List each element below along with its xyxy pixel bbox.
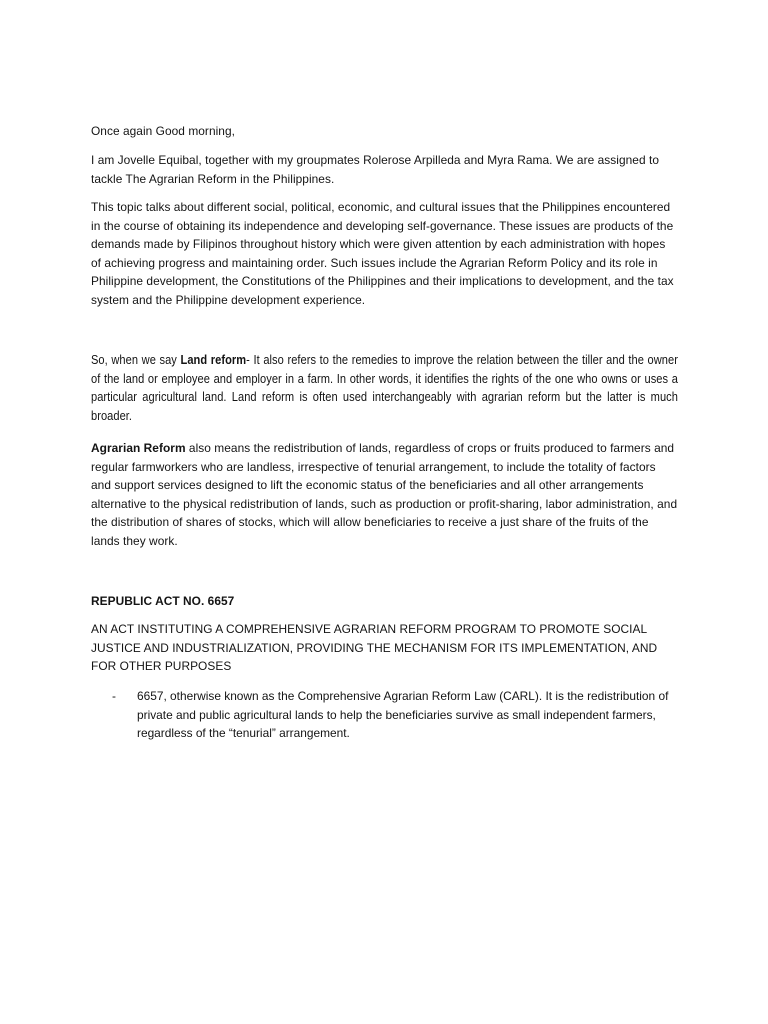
topic-paragraph: This topic talks about different social, political, economic, and cultural issues that the Philippines encountered in the course of obtaining its independence and developing self-governance. These issues are products of the demands made by Filipinos throughout history which were given attention by each administration with hopes of achieving progress and maintaining order. Such issues include the Agrarian Reform Policy and its role in Philippine development, the Constitutions of the Philippines and their implications to development, and the tax system and the Philippine development experience.: [91, 200, 674, 307]
greeting-paragraph: Once again Good morning,: [91, 124, 235, 138]
land-reform-lead: So, when we say: [91, 353, 181, 367]
bullet-marker: -: [112, 689, 116, 703]
land-reform-paragraph: [91, 351, 678, 425]
agrarian-reform-term: Agrarian Reform: [91, 441, 186, 455]
act-heading: REPUBLIC ACT NO. 6657: [91, 594, 235, 608]
land-reform-body: - It also refers to the remedies to improve the relation between the tiller and the owner of the land or employee and employer in a farm. In other words, it identifies the rights of the one who owns or uses a particular agricultural land. Land reform is often used interchangeably with agrarian reform but the latter is much broader.: [91, 353, 678, 423]
agrarian-reform-body: also means the redistribution of lands, regardless of crops or fruits produced to farmers and regular farmworkers who are landless, irrespective of tenurial arrangement, to include the totality of factors and support services designed to lift the economic status of the beneficiaries and all other arrangements alternative to the physical redistribution of lands, such as production or profit-sharing, labor administration, and the distribution of shares of stocks, which will allow beneficiaries to receive a just share of the fruits of the lands they work.: [91, 441, 678, 548]
bullet-text: 6657, otherwise known as the Comprehensive Agrarian Reform Law (CARL). It is the redistribution of private and public agricultural lands to help the beneficiaries survive as small independent farmers, regardless of the “tenurial” arrangement.: [137, 689, 669, 741]
land-reform-term: Land reform: [180, 353, 247, 367]
intro-paragraph: I am Jovelle Equibal, together with my groupmates Rolerose Arpilleda and Myra Rama. We are assigned to tackle The Agrarian Reform in the Philippines.: [91, 153, 659, 186]
agrarian-reform-paragraph: [91, 439, 678, 551]
act-title: AN ACT INSTITUTING A COMPREHENSIVE AGRARIAN REFORM PROGRAM TO PROMOTE SOCIAL JUSTICE AND INDUSTRIALIZATION, PROVIDING THE MECHANISM FOR ITS IMPLEMENTATION, AND FOR OTHER PURPOSES: [91, 622, 658, 674]
